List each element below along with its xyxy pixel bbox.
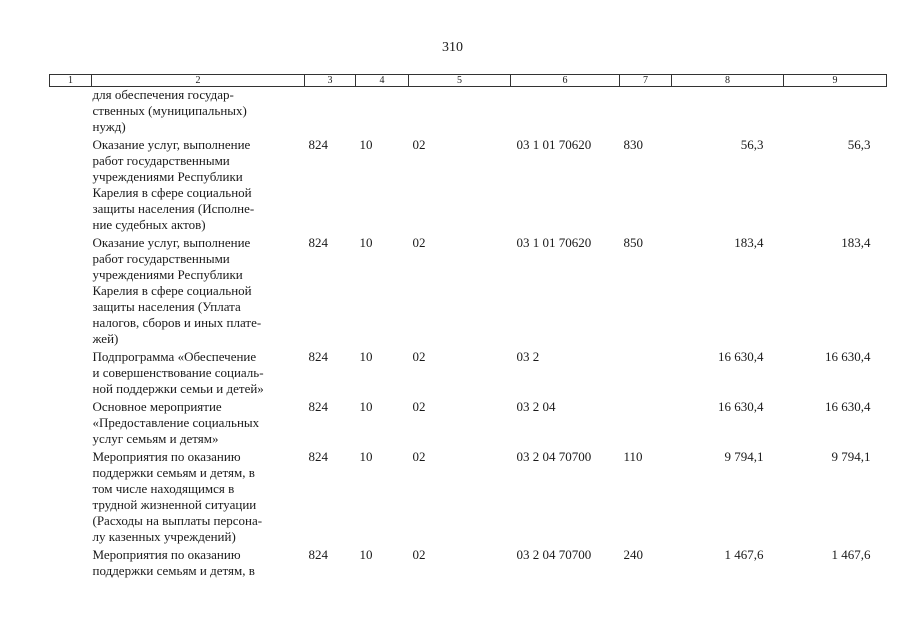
expense-type-code: [620, 347, 672, 397]
column-number-4: 4: [356, 75, 409, 87]
column-number-5: 5: [409, 75, 511, 87]
expense-type-code: [620, 397, 672, 447]
amount-column-9: [784, 87, 887, 136]
ministry-code: 824: [308, 449, 328, 464]
column-number-9: 9: [784, 75, 887, 87]
subsection-code: 02: [412, 235, 426, 250]
target-article-code: [511, 87, 620, 136]
target-article-code: 03 2 04: [516, 399, 556, 414]
row-number-cell: [50, 347, 92, 397]
expense-type-code: 110: [623, 449, 643, 464]
amount-column-8: [672, 87, 784, 136]
row-number-cell: [50, 233, 92, 347]
target-article-code: 03 1 01 70620: [516, 137, 592, 152]
table-row: [50, 135, 887, 233]
amount-column-8: 56,3: [740, 137, 764, 152]
ministry-code: [305, 87, 356, 136]
subsection-code: 02: [412, 547, 426, 562]
amount-column-8: 183,4: [734, 235, 764, 250]
item-description-text: Мероприятия по оказанию поддержки семьям и детям, в том числе находящимся в трудной жизненной ситуации (Расходы на выплаты персона- лу казенных учреждений): [92, 449, 263, 544]
amount-column-8: 9 794,1: [724, 449, 764, 464]
expense-type-code: 830: [623, 137, 643, 152]
amount-column-8: 1 467,6: [724, 547, 764, 562]
table-row: [50, 397, 887, 447]
item-description: [92, 397, 305, 447]
target-article-code: 03 2: [516, 349, 540, 364]
item-description-text: Оказание услуг, выполнение работ государственными учреждениями Республики Карелия в сфере социальной защиты населения (Уплата налогов, сборов и иных плате- жей): [92, 235, 262, 346]
subsection-code: 02: [412, 349, 426, 364]
amount-column-9: 183,4: [841, 235, 871, 250]
column-number-8: 8: [672, 75, 784, 87]
ministry-code: 824: [308, 399, 328, 414]
item-description-text: Мероприятия по оказанию поддержки семьям и детям, в: [92, 547, 255, 578]
ministry-code: 824: [308, 137, 328, 152]
expense-type-code: 240: [623, 547, 643, 562]
subsection-code: [409, 87, 511, 136]
item-description-text: Основное мероприятие «Предоставление социальных услуг семьям и детям»: [92, 399, 260, 446]
amount-column-8: 16 630,4: [718, 349, 764, 364]
column-number-header-row: [50, 75, 887, 87]
target-article-code: 03 2 04 70700: [516, 449, 592, 464]
amount-column-9: 9 794,1: [831, 449, 871, 464]
item-description: [92, 233, 305, 347]
section-code: 10: [359, 349, 373, 364]
row-number-cell: [50, 87, 92, 136]
amount-column-9: 56,3: [847, 137, 871, 152]
target-article-code: 03 2 04 70700: [516, 547, 592, 562]
column-number-3: 3: [305, 75, 356, 87]
subsection-code: 02: [412, 399, 426, 414]
section-code: 10: [359, 399, 373, 414]
item-description-text: Оказание услуг, выполнение работ государственными учреждениями Республики Карелия в сфере социальной защиты населения (Исполне- ние судебных актов): [92, 137, 255, 232]
ministry-code: 824: [308, 349, 328, 364]
row-number-cell: [50, 135, 92, 233]
section-code: 10: [359, 235, 373, 250]
page-number: 310: [442, 40, 463, 55]
item-description: [92, 545, 305, 579]
expense-type-code: 850: [623, 235, 643, 250]
item-description-text: Подпрограмма «Обеспечение и совершенствование социаль- ной поддержки семьи и детей»: [92, 349, 264, 396]
section-code: 10: [359, 547, 373, 562]
row-number-cell: [50, 397, 92, 447]
target-article-code: 03 1 01 70620: [516, 235, 592, 250]
column-number-1: 1: [50, 75, 92, 87]
column-number-6: 6: [511, 75, 620, 87]
row-number-cell: [50, 545, 92, 579]
section-code: [356, 87, 409, 136]
row-number-cell: [50, 447, 92, 545]
amount-column-9: 16 630,4: [825, 349, 871, 364]
amount-column-9: 16 630,4: [825, 399, 871, 414]
item-description: [92, 347, 305, 397]
ministry-code: 824: [308, 235, 328, 250]
table-row: [50, 545, 887, 579]
table-row: [50, 233, 887, 347]
amount-column-9: 1 467,6: [831, 547, 871, 562]
section-code: 10: [359, 449, 373, 464]
table-row: [50, 87, 887, 136]
table-row: [50, 347, 887, 397]
expense-type-code: [620, 87, 672, 136]
item-description: [92, 447, 305, 545]
subsection-code: 02: [412, 137, 426, 152]
section-code: 10: [359, 137, 373, 152]
amount-column-8: 16 630,4: [718, 399, 764, 414]
item-description: [92, 135, 305, 233]
subsection-code: 02: [412, 449, 426, 464]
column-number-7: 7: [620, 75, 672, 87]
item-description-text: для обеспечения государ- ственных (муниципальных) нужд): [92, 87, 247, 134]
table-row: [50, 447, 887, 545]
column-number-2: 2: [92, 75, 305, 87]
ministry-code: 824: [308, 547, 328, 562]
budget-table: [49, 74, 887, 579]
item-description: [92, 87, 305, 136]
